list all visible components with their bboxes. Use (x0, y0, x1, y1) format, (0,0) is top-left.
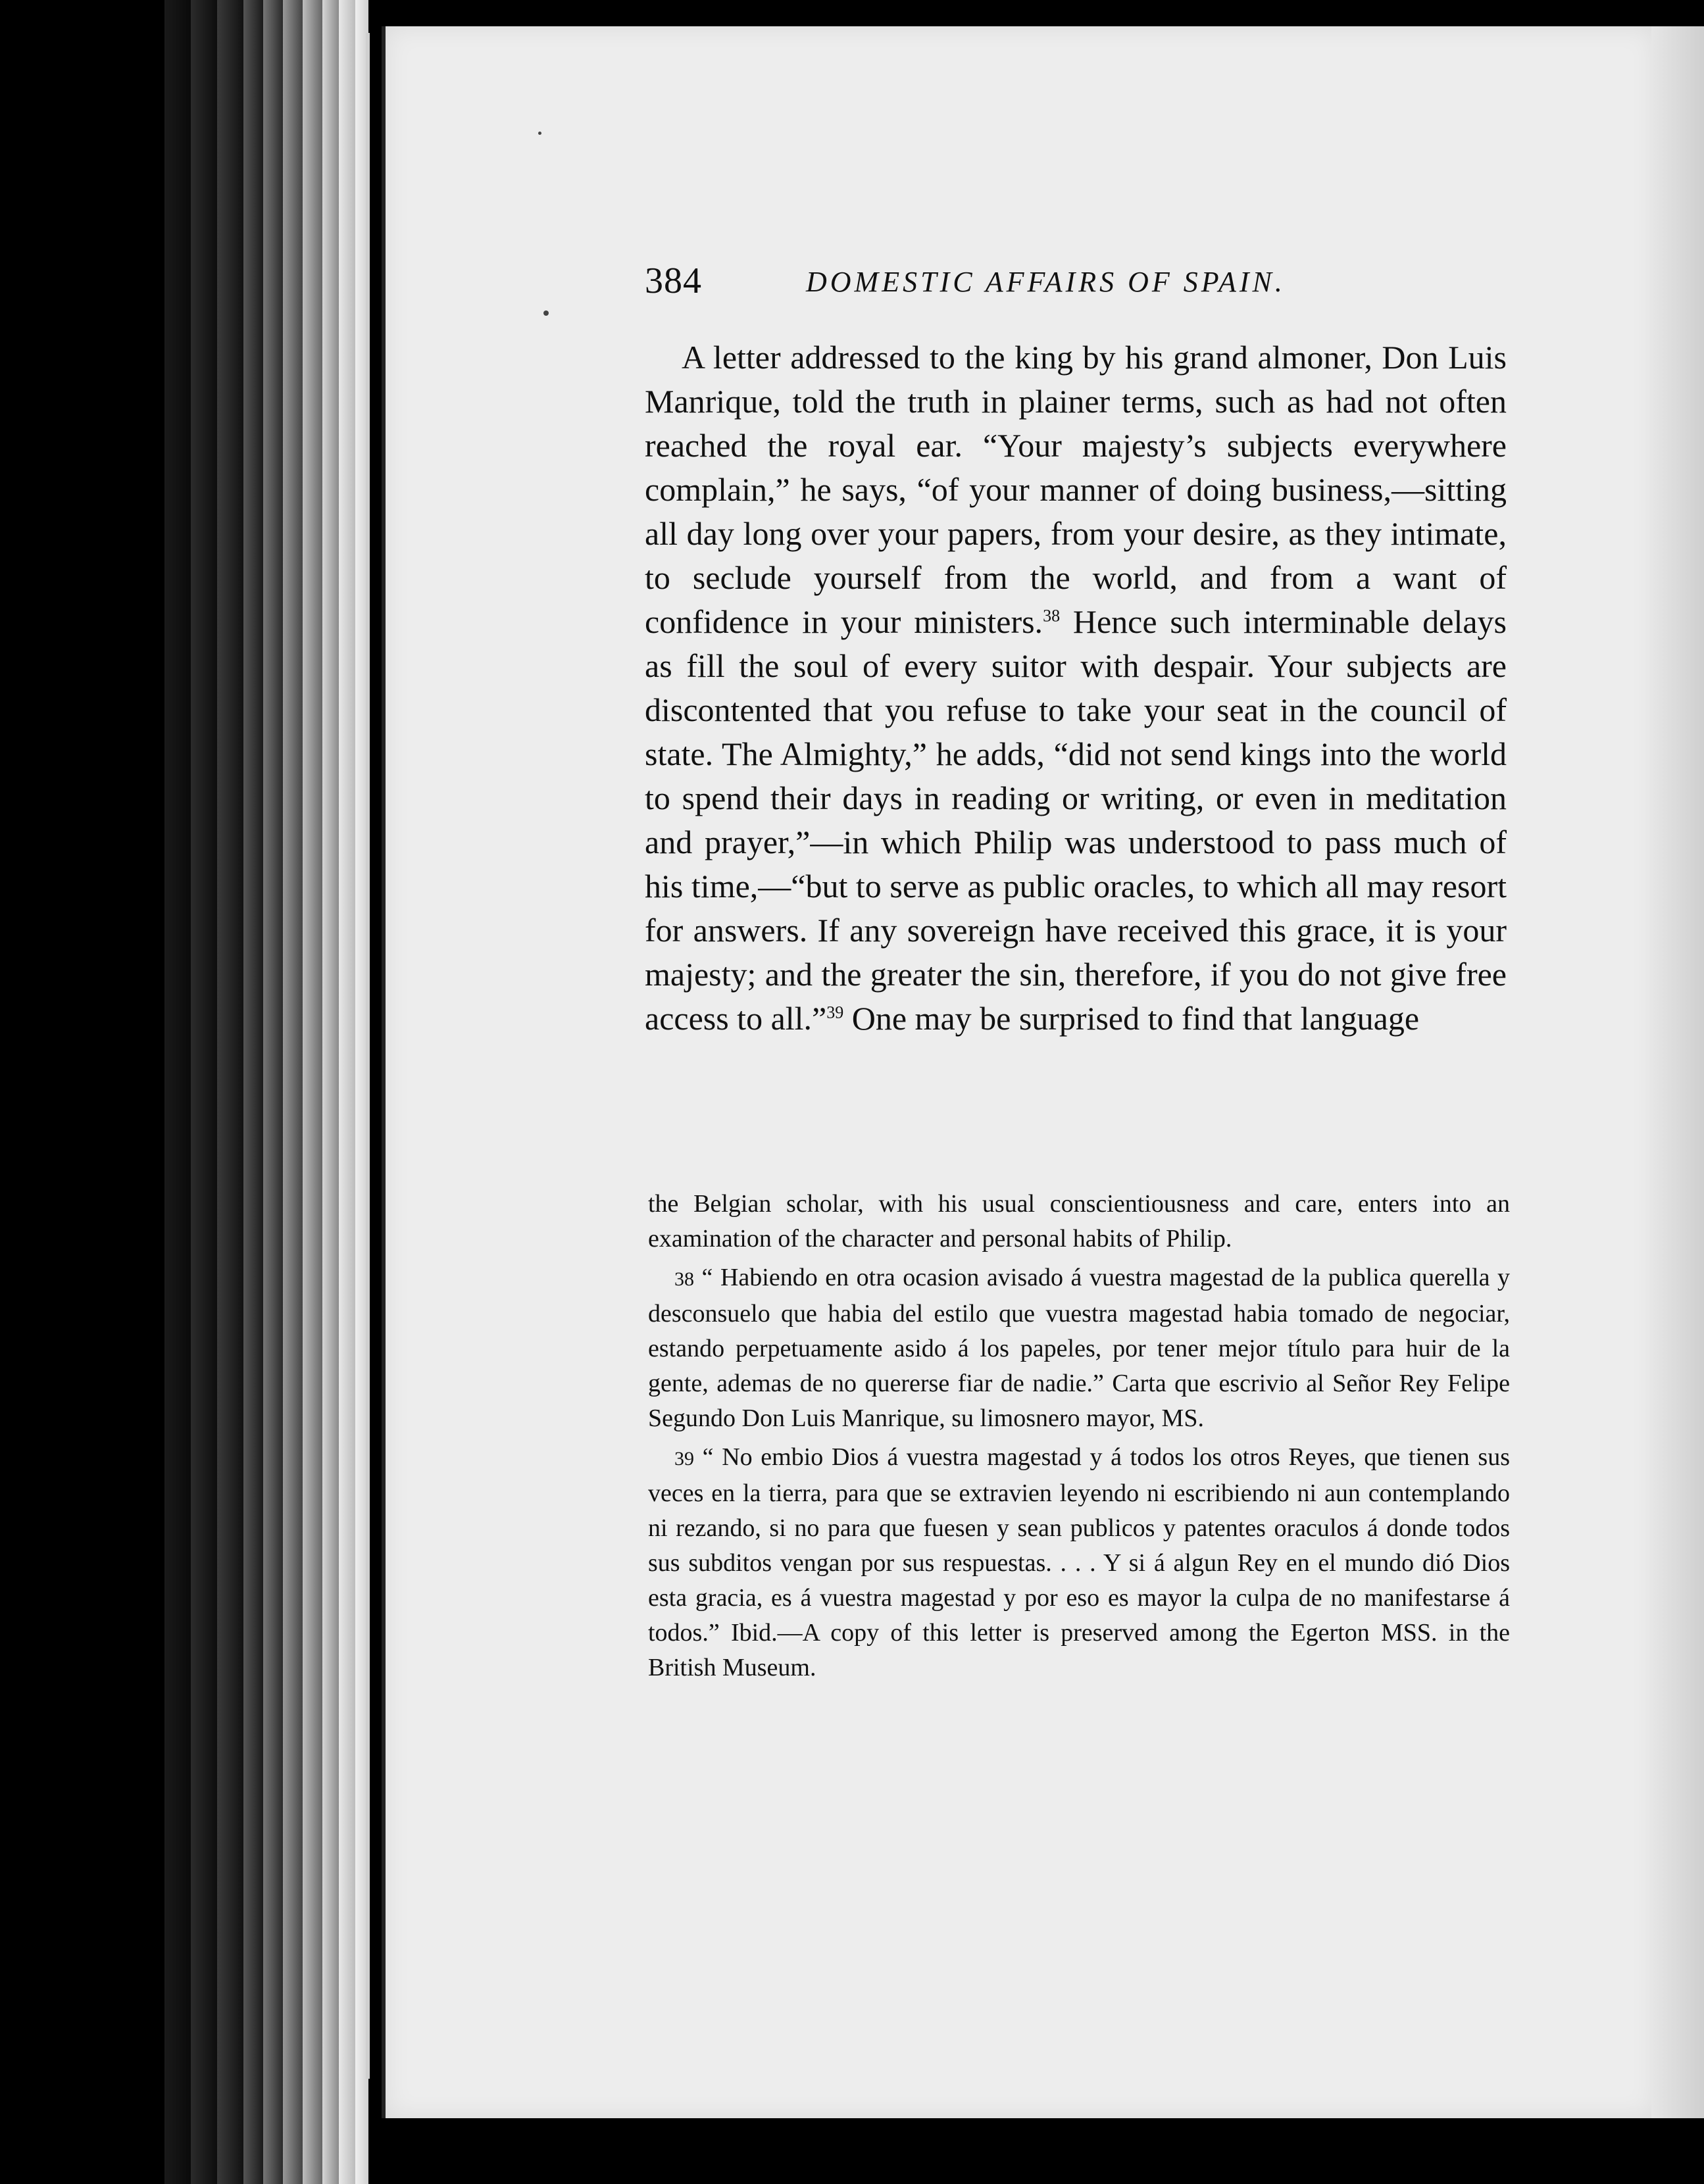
page-edge-line (366, 33, 370, 2079)
footnote-ref-39: 39 (826, 1003, 844, 1022)
running-title: DOMESTIC AFFAIRS OF SPAIN. (806, 266, 1286, 298)
paragraph-text-part-1: A letter addressed to the king by his grand almoner, Don Luis Manrique, told the truth in plainer terms, such as had not often reached the royal ear. “Your majesty’s subjects everywhere complain,” he says, “of your manner of doing business,—sitting all day long over your papers, from your desire, as they intimate, to seclude yourself from the world, and from a want of confidence in your ministers. (645, 339, 1507, 640)
footnote-39-number: 39 (674, 1448, 694, 1470)
scan-speck (543, 310, 549, 316)
footnotes-section (648, 1187, 1510, 1689)
footnote-continuation: the Belgian scholar, with his usual conscientiousness and care, enters into an examination of the character and personal habits of Philip. (648, 1190, 1510, 1253)
paragraph-text-part-3: One may be surprised to find that language (843, 1000, 1420, 1037)
footnote-38-number: 38 (674, 1268, 694, 1290)
facing-page-edge (1651, 26, 1704, 2118)
page-header (645, 260, 1368, 312)
book-page-edges (0, 0, 368, 2184)
footnote-38 (648, 1260, 1510, 1436)
footnote-39 (648, 1440, 1510, 1685)
footnote-ref-38: 38 (1043, 606, 1061, 626)
scan-speck (538, 132, 541, 135)
footnote-39-text: “ No embio Dios á vuestra magestad y á todos los otros Reyes, que tienen sus veces en la tierra, para que se extravien leyendo ni escribiendo ni aun contemplando ni rezando, si no para que fuesen y sean publicos y patentes oraculos á donde todos sus subditos vengan por sus respuestas. . . . Y si á algun Rey en el mundo dió Dios esta gracia, es á vuestra magestad y por eso es mayor la culpa de no manifestarse á todos.” Ibid.—A copy of this letter is preserved among the Egerton MSS. in the British Museum. (648, 1443, 1510, 1681)
page-number: 384 (645, 261, 702, 301)
footnote-38-text: “ Habiendo en otra ocasion avisado á vuestra magestad de la publica querella y desconsuelo que habia del estilo que vuestra magestad habia tomado de negociar, estando perpetuamente asido á los papeles, por tener mejor título para huir de la gente, ademas de no quererse fiar de nadie.” Carta que escrivio al Señor Rey Felipe Segundo Don Luis Manrique, su limosnero mayor, MS. (648, 1264, 1510, 1432)
paragraph-text-part-2: Hence such interminable delays as fill the soul of every suitor with despair. Your subjects are discontented that you refuse to take your seat in the council of state. The Almighty,” he adds, “did not send kings into the world to spend their days in reading or writing, or even in meditation and prayer,”—in which Philip was understood to pass much of his time,—“but to serve as public oracles, to which all may resort for answers. If any sovereign have received this grace, it is your majesty; and the greater the sin, therefore, if you do not give free access to all.” (645, 603, 1507, 1037)
main-paragraph (645, 335, 1507, 1041)
